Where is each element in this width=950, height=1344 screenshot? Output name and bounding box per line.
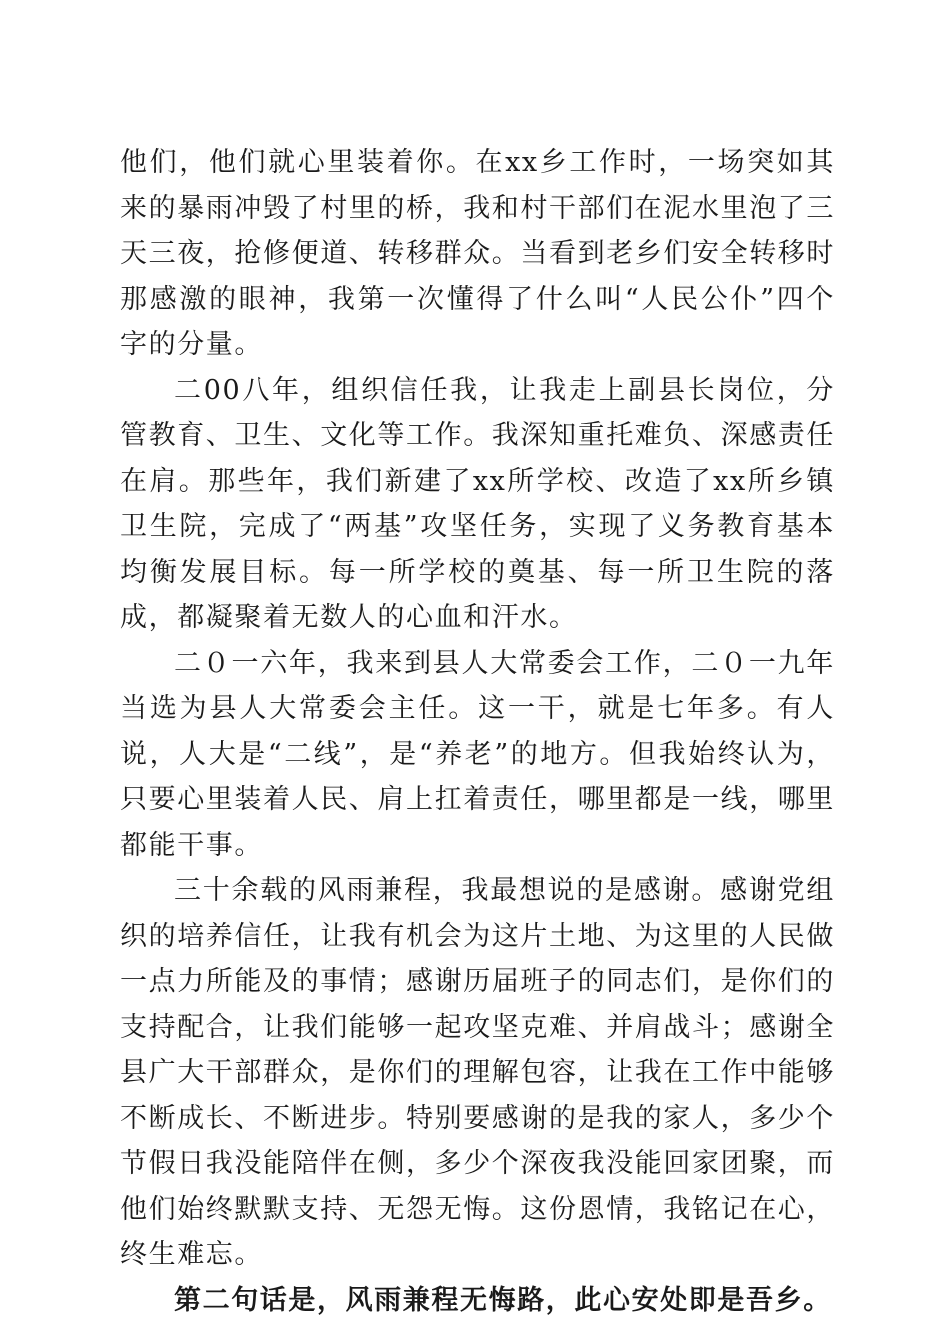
paragraph-1: 他们，他们就心里装着你。在xx乡工作时，一场突如其来的暴雨冲毁了村里的桥，我和村干部们在泥水里泡了三天三夜，抢修便道、转移群众。当看到老乡们安全转移时那感激的眼神，我第一次懂得了什么叫“人民公仆”四个字的分量。 xyxy=(120,147,835,360)
paragraph-2: 二00八年，组织信任我，让我走上副县长岗位，分管教育、卫生、文化等工作。我深知重托难负、深感责任在肩。那些年，我们新建了xx所学校、改造了xx所乡镇卫生院，完成了“两基”攻坚任务，实现了义务教育基本均衡发展目标。每一所学校的奠基、每一所卫生院的落成，都凝聚着无数人的心血和汗水。 xyxy=(120,374,835,633)
paragraph-3: 二０一六年，我来到县人大常委会工作，二０一九年当选为县人大常委会主任。这一干，就是七年多。有人说，人大是“二线”，是“养老”的地方。但我始终认为，只要心里装着人民、肩上扛着责任，哪里都是一线，哪里都能干事。 xyxy=(120,647,835,861)
section-heading-second-phrase: 第二句话是，风雨兼程无悔路，此心安处即是吾乡。 xyxy=(174,1284,832,1316)
document-body xyxy=(120,140,835,1323)
paragraph-4: 三十余载的风雨兼程，我最想说的是感谢。感谢党组织的培养信任，让我有机会为这片土地、为这里的人民做一点力所能及的事情；感谢历届班子的同志们，是你们的支持配合，让我们能够一起攻坚克难、并肩战斗；感谢全县广大干部群众，是你们的理解包容，让我在工作中能够不断成长、不断进步。特别要感谢的是我的家人，多少个节假日我没能陪伴在侧，多少个深夜我没能回家团聚，而他们始终默默支持、无怨无悔。这份恩情，我铭记在心，终生难忘。 xyxy=(120,875,835,1270)
